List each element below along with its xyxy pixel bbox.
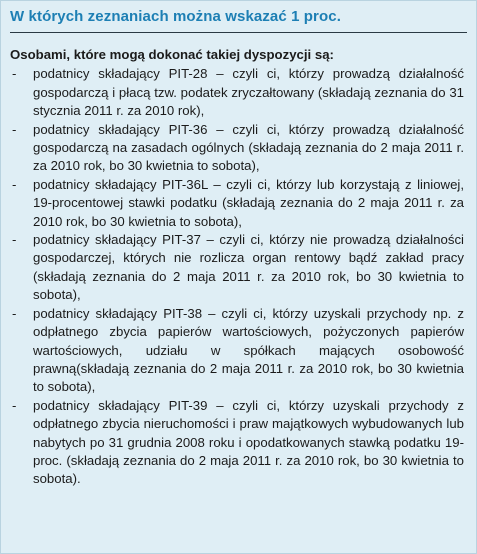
list-bullet: -: [12, 232, 17, 248]
list-bullet: -: [12, 305, 17, 321]
box-title: W których zeznaniach można wskazać 1 proc.: [10, 8, 341, 25]
title-divider: [10, 32, 467, 33]
list-item: [10, 305, 464, 397]
list-item-text: podatnicy składający PIT-36L – czyli ci, którzy lub korzystają z liniowej, 19-procentowej stawki podatku (składają zeznania do 2 maja 2011 r. za 2010 rok, bo 30 kwietnia to sobota),: [33, 176, 464, 229]
box-body: [10, 46, 464, 489]
list-bullet: -: [12, 121, 17, 137]
list-bullet: -: [12, 66, 17, 82]
list-item-text: podatnicy składający PIT-37 – czyli ci, którzy nie prowadzą działalności gospodarczej, których nie rozlicza organ rentowy bądź zakład pracy (składają zeznania do 2 maja 2011 r. za 2010 rok, bo 30 kwietnia to sobota),: [33, 232, 464, 303]
list-item: [10, 121, 464, 176]
list-item-text: podatnicy składający PIT-38 – czyli ci, którzy uzyskali przychody np. z odpłatnego zbycia papierów wartościowych, pożyczonych papierów wartościowych, udziału w spółkach mających osobowość prawną(składają zeznania do 2 maja 2011 r. za 2010 rok, bo 30 kwietnia to sobota),: [33, 305, 464, 395]
list-item: [10, 176, 464, 231]
list-item: [10, 65, 464, 120]
taxpayer-list: [10, 65, 464, 488]
list-item-text: podatnicy składający PIT-39 – czyli ci, którzy uzyskali przychody z odpłatnego zbycia nieruchomości i praw majątkowych wybudowanych lub nabytych po 31 grudnia 2008 roku i opodatkowanych stawką podatku 19-proc. (składają zeznania do 2 maja 2011 r. za 2010 rok, bo 30 kwietnia to sobota).: [33, 397, 464, 487]
list-item: [10, 397, 464, 489]
list-item-text: podatnicy składający PIT-28 – czyli ci, którzy prowadzą działalność gospodarczą i płacą tzw. podatek zryczałtowany (składają zeznania do 31 stycznia 2011 r. za 2010 rok),: [33, 66, 464, 119]
list-bullet: -: [12, 176, 17, 192]
intro-text: Osobami, które mogą dokonać takiej dyspozycji są:: [10, 47, 334, 62]
list-bullet: -: [12, 397, 17, 413]
list-item: [10, 231, 464, 305]
list-item-text: podatnicy składający PIT-36 – czyli ci, którzy prowadzą działalność gospodarczą na zasadach ogólnych (składają zeznania do 2 maja 2011 r. za 2010 rok, bo 30 kwietnia to sobota),: [33, 121, 464, 174]
